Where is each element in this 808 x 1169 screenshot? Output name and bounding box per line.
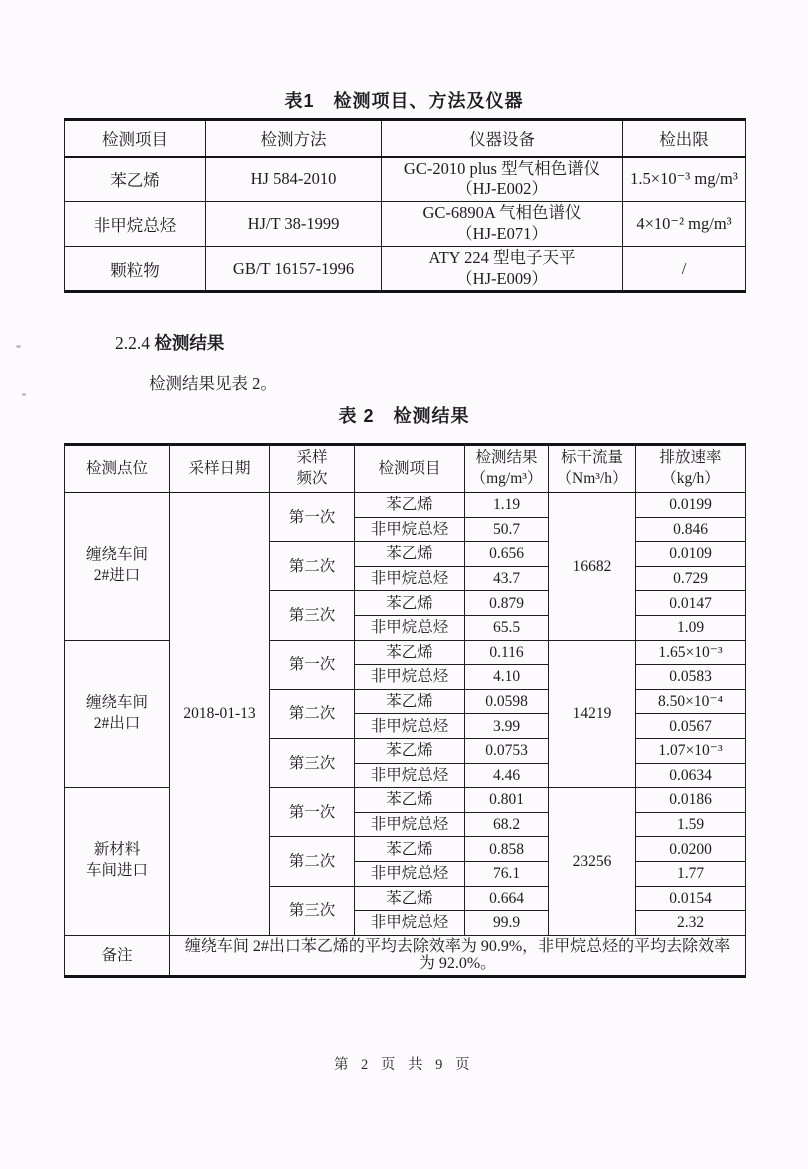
- table-row: [65, 788, 746, 813]
- cell-result: 0.879: [465, 591, 549, 616]
- scan-artifact: [22, 393, 26, 396]
- table-row: [65, 202, 746, 247]
- cell-result: 76.1: [465, 861, 549, 886]
- cell-rate: 0.0186: [636, 788, 746, 813]
- cell-freq: 第二次: [270, 542, 355, 591]
- cell-result: 4.46: [465, 763, 549, 788]
- location-line: 2#进口: [93, 567, 141, 585]
- cell-freq: 第一次: [270, 640, 355, 689]
- cell-rate: 1.59: [636, 812, 746, 837]
- cell-rate: 8.50×10⁻⁴: [636, 689, 746, 714]
- table1-header-row: [65, 120, 746, 157]
- cell-rate: 0.846: [636, 517, 746, 542]
- cell-rate: 0.0583: [636, 665, 746, 690]
- location-line: 2#出口: [93, 714, 141, 732]
- cell-freq: 第一次: [270, 493, 355, 542]
- header-line: 采样: [296, 449, 328, 467]
- cell-item: 非甲烷总烃: [355, 911, 465, 936]
- cell-item: 苯乙烯: [355, 640, 465, 665]
- col-header-date: 采样日期: [170, 445, 270, 493]
- col-header-rate: [636, 445, 746, 493]
- cell-method: GB/T 16157-1996: [206, 247, 382, 292]
- cell-freq: 第一次: [270, 788, 355, 837]
- cell-rate: 0.0200: [636, 837, 746, 862]
- location-line: 车间进口: [85, 862, 148, 880]
- cell-result: 0.664: [465, 886, 549, 911]
- cell-result: 0.116: [465, 640, 549, 665]
- cell-item: 苯乙烯: [355, 788, 465, 813]
- col-header-method: 检测方法: [206, 120, 382, 157]
- cell-rate: 1.07×10⁻³: [636, 738, 746, 763]
- remark-row: [65, 935, 746, 976]
- instrument-name: GC-6890A 气相色谱仪: [422, 203, 582, 223]
- cell-result: 43.7: [465, 566, 549, 591]
- cell-result: 68.2: [465, 812, 549, 837]
- section-heading: [115, 330, 224, 355]
- instrument-code: （HJ-E009）: [456, 268, 548, 288]
- location-line: 缠绕车间: [85, 546, 148, 564]
- section-paragraph: 检测结果见表 2。: [149, 374, 277, 393]
- cell-item: 非甲烷总烃: [355, 861, 465, 886]
- cell-item: 非甲烷总烃: [355, 763, 465, 788]
- cell-item: 非甲烷总烃: [355, 566, 465, 591]
- cell-freq: 第三次: [270, 591, 355, 640]
- col-header-limit: 检出限: [623, 120, 746, 157]
- table-row: [65, 157, 746, 202]
- cell-result: 0.656: [465, 542, 549, 567]
- cell-item: 苯乙烯: [355, 689, 465, 714]
- cell-result: 0.0598: [465, 689, 549, 714]
- cell-item: 苯乙烯: [355, 886, 465, 911]
- table1-test-methods: [64, 118, 746, 293]
- cell-item: 非甲烷总烃: [355, 714, 465, 739]
- cell-item: 苯乙烯: [355, 591, 465, 616]
- table2-test-results: [64, 443, 746, 978]
- header-line: 频次: [296, 470, 328, 487]
- cell-item: 颗粒物: [65, 247, 206, 292]
- cell-location: [65, 493, 170, 641]
- cell-freq: 第三次: [270, 738, 355, 787]
- cell-item: 苯乙烯: [355, 493, 465, 518]
- col-header-flow: [549, 445, 636, 493]
- header-unit: （Nm³/h）: [556, 470, 628, 487]
- cell-limit: /: [623, 247, 746, 292]
- col-header-instrument: 仪器设备: [382, 120, 623, 157]
- cell-limit: 1.5×10⁻³ mg/m³: [623, 157, 746, 202]
- cell-flow: 16682: [549, 493, 636, 641]
- cell-rate: 0.0634: [636, 763, 746, 788]
- cell-rate: 0.0109: [636, 542, 746, 567]
- col-header-item: 检测项目: [65, 120, 206, 157]
- section-title: 检测结果: [154, 333, 225, 353]
- cell-result: 4.10: [465, 665, 549, 690]
- remark-text: 缠绕车间 2#出口苯乙烯的平均去除效率为 90.9%，非甲烷总烃的平均去除效率为 92.0%。: [170, 935, 746, 976]
- cell-item: 非甲烷总烃: [355, 812, 465, 837]
- cell-item: 非甲烷总烃: [355, 615, 465, 640]
- cell-result: 1.19: [465, 493, 549, 518]
- cell-rate: 0.729: [636, 566, 746, 591]
- cell-rate: 1.09: [636, 615, 746, 640]
- cell-item: 苯乙烯: [355, 837, 465, 862]
- cell-limit: 4×10⁻² mg/m³: [623, 202, 746, 247]
- location-line: 缠绕车间: [85, 693, 148, 711]
- cell-rate: 1.77: [636, 861, 746, 886]
- col-header-frequency: [270, 445, 355, 493]
- cell-item: 苯乙烯: [65, 157, 206, 202]
- instrument-name: ATY 224 型电子天平: [428, 247, 576, 267]
- header-unit: （kg/h）: [661, 470, 720, 487]
- cell-item: 非甲烷总烃: [355, 665, 465, 690]
- cell-rate: 1.65×10⁻³: [636, 640, 746, 665]
- cell-flow: 23256: [549, 788, 636, 936]
- table-row: [65, 247, 746, 292]
- col-header-result: [465, 445, 549, 493]
- section-number: 2.2.4: [115, 333, 150, 353]
- cell-rate: 0.0154: [636, 886, 746, 911]
- header-unit: （mg/m³）: [470, 470, 543, 487]
- table1-title: 表1 检测项目、方法及仪器: [284, 91, 524, 111]
- table-row: [65, 493, 746, 518]
- remark-label: 备注: [65, 935, 170, 976]
- cell-freq: 第二次: [270, 837, 355, 886]
- table2-header-row: [65, 445, 746, 493]
- cell-method: HJ 584-2010: [206, 157, 382, 202]
- cell-freq: 第二次: [270, 689, 355, 738]
- cell-rate: 0.0567: [636, 714, 746, 739]
- col-header-point: 检测点位: [65, 445, 170, 493]
- cell-method: HJ/T 38-1999: [206, 202, 382, 247]
- cell-item: 苯乙烯: [355, 738, 465, 763]
- page-number: 第 2 页 共 9 页: [333, 1057, 475, 1073]
- cell-instrument: [382, 202, 623, 247]
- header-line: 检测结果: [475, 449, 538, 467]
- cell-result: 0.0753: [465, 738, 549, 763]
- col-header-item: 检测项目: [355, 445, 465, 493]
- cell-rate: 0.0199: [636, 493, 746, 518]
- cell-location: [65, 788, 170, 936]
- cell-item: 非甲烷总烃: [355, 517, 465, 542]
- table2-title: 表 2 检测结果: [338, 406, 470, 426]
- cell-result: 50.7: [465, 517, 549, 542]
- instrument-name: GC-2010 plus 型气相色谱仪: [403, 158, 601, 178]
- cell-result: 99.9: [465, 911, 549, 936]
- cell-rate: 0.0147: [636, 591, 746, 616]
- cell-result: 0.801: [465, 788, 549, 813]
- location-line: 新材料: [93, 841, 141, 859]
- cell-date: 2018-01-13: [170, 493, 270, 936]
- cell-location: [65, 640, 170, 788]
- instrument-code: （HJ-E002）: [456, 179, 548, 199]
- instrument-code: （HJ-E071）: [456, 224, 548, 243]
- table-row: [65, 640, 746, 665]
- cell-flow: 14219: [549, 640, 636, 788]
- cell-item: 苯乙烯: [355, 542, 465, 567]
- cell-instrument: [382, 247, 623, 292]
- cell-result: 0.858: [465, 837, 549, 862]
- header-line: 标干流量: [560, 449, 623, 467]
- cell-instrument: [382, 157, 623, 202]
- cell-rate: 2.32: [636, 911, 746, 936]
- cell-item: 非甲烷总烃: [65, 202, 206, 247]
- scan-artifact: [16, 345, 21, 348]
- cell-freq: 第三次: [270, 886, 355, 935]
- cell-result: 3.99: [465, 714, 549, 739]
- cell-result: 65.5: [465, 615, 549, 640]
- header-line: 排放速率: [659, 449, 722, 467]
